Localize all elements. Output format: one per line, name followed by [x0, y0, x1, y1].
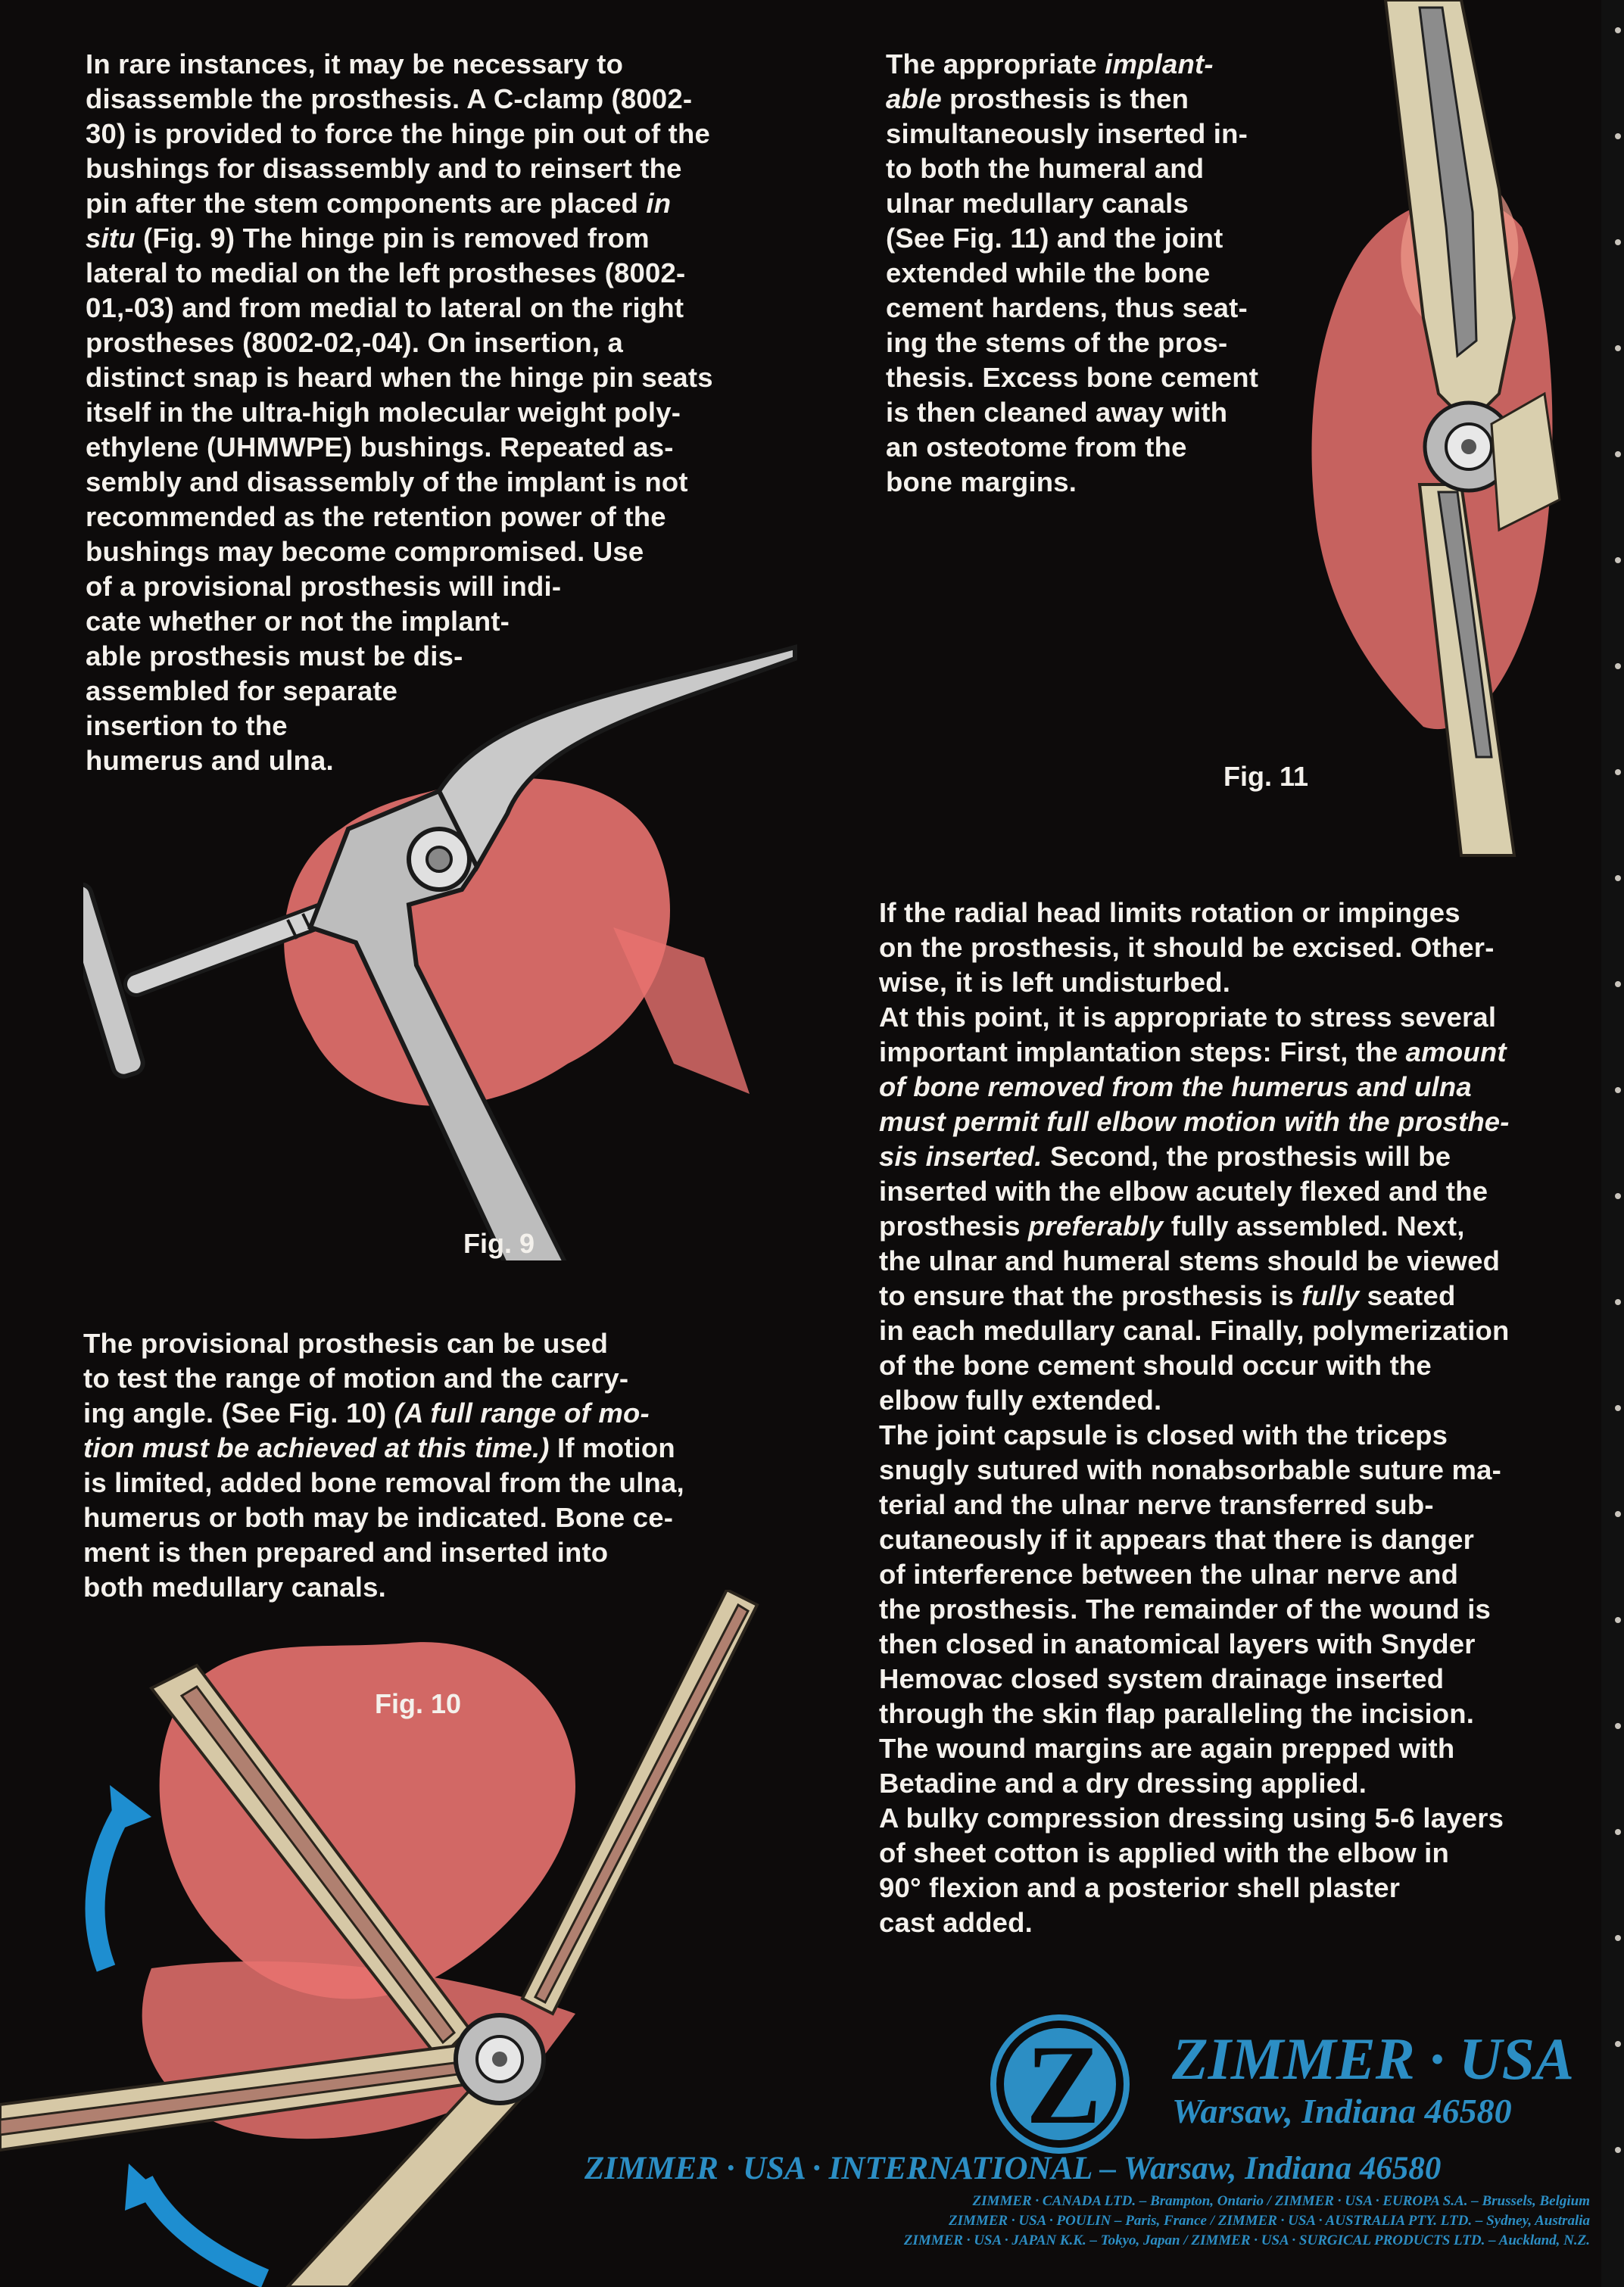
text-line: The joint capsule is closed with the triceps [879, 1419, 1448, 1450]
text-line: The provisional prosthesis can be used [83, 1328, 609, 1359]
italic-text: in [646, 188, 672, 219]
text-line: able prosthesis is then [886, 83, 1189, 114]
text-line: to ensure that the prosthesis is fully seated [879, 1280, 1456, 1311]
text-line: In rare instances, it may be necessary to [86, 48, 624, 79]
text-line: bushings may become compromised. Use [86, 536, 644, 567]
text-line: (See Fig. 11) and the joint [886, 223, 1223, 254]
text-line: extended while the bone [886, 257, 1211, 288]
brand-name: ZIMMER · USA [1172, 2026, 1574, 2092]
fig11-illustration [1272, 0, 1605, 871]
text-line: disassemble the prosthesis. A C-clamp (8002- [86, 83, 693, 114]
text-line: assembled for separate [86, 675, 398, 706]
text-line: If the radial head limits rotation or impinges [879, 897, 1460, 928]
text-line: to both the humeral and [886, 153, 1205, 184]
italic-text: sis inserted. [879, 1141, 1043, 1172]
text-line: bone margins. [886, 466, 1077, 497]
italic-text: (A full range of mo- [394, 1397, 650, 1429]
text-line: wise, it is left undisturbed. [879, 967, 1231, 998]
text-line: At this point, it is appropriate to stress several [879, 1002, 1497, 1033]
text-line: A bulky compression dressing using 5-6 layers [879, 1802, 1504, 1834]
text-line: ing angle. (See Fig. 10) (A full range of mo- [83, 1397, 650, 1429]
paragraph-implantation-steps [879, 896, 1606, 1940]
text-line: elbow fully extended. [879, 1385, 1162, 1416]
text-line: of a provisional prosthesis will indi- [86, 571, 562, 602]
logo-letter: Z [1026, 2022, 1102, 2148]
text-line: the ulnar and humeral stems should be viewed [879, 1245, 1501, 1276]
fig11-label: Fig. 11 [1223, 761, 1309, 792]
text-line: of the bone cement should occur with the [879, 1350, 1432, 1381]
text-line: cate whether or not the implant- [86, 606, 510, 637]
paragraph-implant-insertion [886, 47, 1310, 500]
text-line: humerus and ulna. [86, 745, 334, 776]
text-line: the prosthesis. The remainder of the wound is [879, 1594, 1492, 1625]
italic-text: of bone removed from the humerus and ulna [879, 1071, 1472, 1102]
text-line: on the prosthesis, it should be excised. Other- [879, 932, 1495, 963]
paragraph-provisional-prosthesis [83, 1326, 810, 1605]
text-line: ing the stems of the pros- [886, 327, 1228, 358]
italic-text: fully [1301, 1280, 1360, 1311]
text-line [879, 1105, 1606, 1139]
text-line: The appropriate implant- [886, 48, 1214, 79]
text-line: 90° flexion and a posterior shell plaster [879, 1872, 1401, 1903]
text-line: humerus or both may be indicated. Bone ce- [83, 1502, 674, 1533]
text-line: ethylene (UHMWPE) bushings. Repeated as- [86, 432, 674, 463]
text-line: simultaneously inserted in- [886, 118, 1248, 149]
text-line: Betadine and a dry dressing applied. [879, 1768, 1367, 1799]
text-line: ment is then prepared and inserted into [83, 1537, 609, 1568]
italic-text: must permit full elbow motion with the prosthe- [879, 1106, 1510, 1137]
brand-city: Warsaw, Indiana 46580 [1172, 2092, 1512, 2130]
italic-text: situ [86, 223, 136, 254]
text-line: tion must be achieved at this time.) If motion [83, 1432, 675, 1463]
text-line: bushings for disassembly and to reinsert the [86, 153, 682, 184]
text-line: then closed in anatomical layers with Snyder [879, 1628, 1476, 1659]
text-line: recommended as the retention power of the [86, 501, 666, 532]
text-line: 01,-03) and from medial to lateral on the right [86, 292, 684, 323]
office-line: ZIMMER · USA · POULIN – Paris, France / ZIMMER · USA · AUSTRALIA PTY. LTD. – Sydney, Australia [948, 2213, 1590, 2229]
text-line: is limited, added bone removal from the ulna, [83, 1467, 684, 1498]
text-line: cutaneously if it appears that there is danger [879, 1524, 1475, 1555]
text-line: 30) is provided to force the hinge pin out of the [86, 118, 710, 149]
text-line: important implantation steps: First, the amount [879, 1036, 1507, 1067]
text-line: through the skin flap paralleling the incision. [879, 1698, 1475, 1729]
text-line: snugly sutured with nonabsorbable suture ma- [879, 1454, 1502, 1485]
text-line: lateral to medial on the left prostheses (8002- [86, 257, 686, 288]
italic-text: tion must be achieved at this time.) [83, 1432, 550, 1463]
text-line: distinct snap is heard when the hinge pin seats [86, 362, 713, 393]
text-line: an osteotome from the [886, 432, 1187, 463]
text-line: prostheses (8002-02,-04). On insertion, a [86, 327, 624, 358]
text-line: situ (Fig. 9) The hinge pin is removed from [86, 223, 650, 254]
text-line: able prosthesis must be dis- [86, 640, 463, 671]
fig9-label: Fig. 9 [463, 1228, 535, 1259]
text-line: sembly and disassembly of the implant is not [86, 466, 688, 497]
brand-international-line: ZIMMER · USA · INTERNATIONAL – Warsaw, Indiana 46580 [584, 2151, 1442, 2186]
text-line: is then cleaned away with [886, 397, 1228, 428]
text-line: The wound margins are again prepped with [879, 1733, 1455, 1764]
italic-text: amount [1405, 1036, 1507, 1067]
text-line [879, 1070, 1606, 1105]
text-line: sis inserted. Second, the prosthesis will be [879, 1141, 1451, 1172]
office-line: ZIMMER · CANADA LTD. – Brampton, Ontario / ZIMMER · USA · EUROPA S.A. – Brussels, Belgium [972, 2193, 1590, 2209]
text-line: both medullary canals. [83, 1572, 386, 1603]
text-line: prosthesis preferably fully assembled. Next, [879, 1210, 1465, 1242]
text-line: of interference between the ulnar nerve and [879, 1559, 1459, 1590]
intro-paragraph-disassembly [86, 47, 812, 778]
italic-text: able [886, 83, 942, 114]
text-line: cement hardens, thus seat- [886, 292, 1248, 323]
text-line: inserted with the elbow acutely flexed and the [879, 1176, 1488, 1207]
text-line: thesis. Excess bone cement [886, 362, 1259, 393]
text-line: in each medullary canal. Finally, polymerization [879, 1315, 1510, 1346]
fig10-label: Fig. 10 [375, 1688, 462, 1719]
text-line: itself in the ultra-high molecular weight poly- [86, 397, 681, 428]
italic-text: implant- [1105, 48, 1214, 79]
text-line: Hemovac closed system drainage inserted [879, 1663, 1445, 1694]
text-line: cast added. [879, 1907, 1033, 1938]
text-line: of sheet cotton is applied with the elbow in [879, 1837, 1450, 1868]
text-line: insertion to the [86, 710, 288, 741]
text-line: to test the range of motion and the carry- [83, 1363, 629, 1394]
office-line: ZIMMER · USA · JAPAN K.K. – Tokyo, Japan / ZIMMER · USA · SURGICAL PRODUCTS LTD. – Auckland, N.Z. [903, 2232, 1590, 2248]
text-line: ulnar medullary canals [886, 188, 1189, 219]
text-line: terial and the ulnar nerve transferred sub- [879, 1489, 1434, 1520]
brand-offices [530, 2192, 1590, 2251]
text-line: pin after the stem components are placed in [86, 188, 672, 219]
italic-text: preferably [1027, 1210, 1164, 1242]
